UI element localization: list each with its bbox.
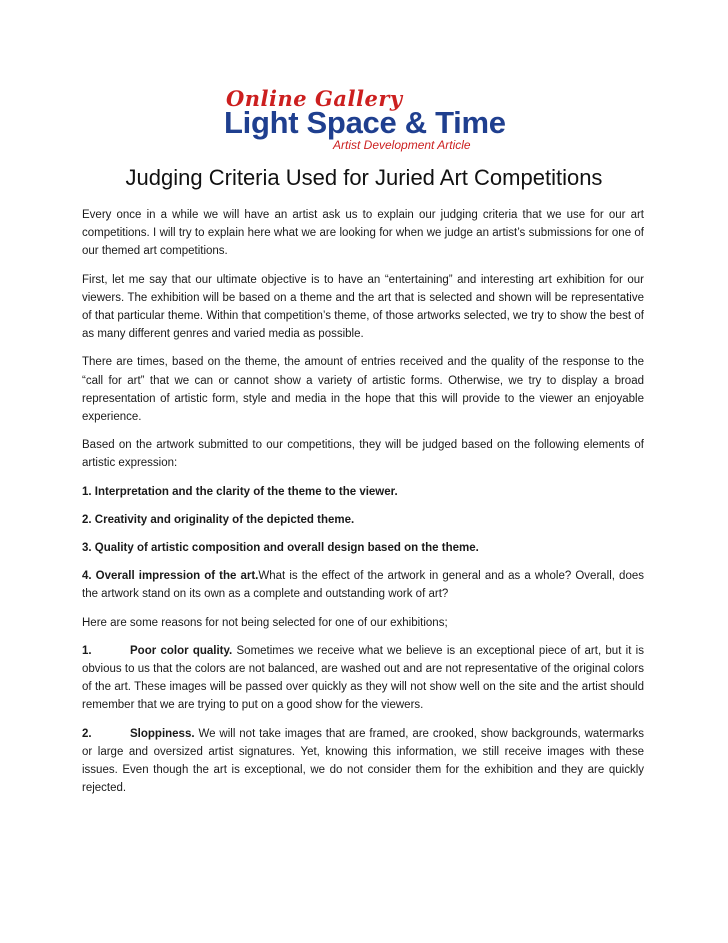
reason-2-title: Sloppiness. [130, 727, 195, 740]
reason-1-title: Poor color quality. [130, 644, 233, 657]
reason-1-text: Sometimes we receive what we believe is an exceptional piece of art, but it is obvious to us that the colors are not balanced, are washed out and are not representative of the original colors of the art. These images will be passed over quickly as they will not show well on the site and the artist should remember that we are trying to put on a good show for the viewers. [82, 644, 644, 712]
criterion-2: 2. Creativity and originality of the depicted theme. [82, 513, 355, 526]
criterion-1: 1. Interpretation and the clarity of the theme to the viewer. [82, 485, 398, 498]
reason-2-number: 2. [82, 727, 92, 740]
reason-2-text: We will not take images that are framed, are crooked, show backgrounds, watermarks or large and oversized artist signatures. Yet, knowing this information, we still receive images with these issues. Even though the art is exceptional, we do not consider them for the exhibition and they are quickly rejected. [82, 727, 644, 795]
criterion-3: 3. Quality of artistic composition and overall design based on the theme. [82, 542, 479, 555]
page-title: Judging Criteria Used for Juried Art Competitions [125, 165, 603, 190]
criterion-4-title: 4. Overall impression of the art. [82, 570, 259, 583]
paragraph-objective: First, let me say that our ultimate objective is to have an “entertaining” and interesting art exhibition for our viewers. The exhibition will be based on a theme and the art that is selected and shown will be representative of that particular theme. Within that competition’s theme, of those artworks selected, we try to show the best of as many different genres and varied media as possible. [82, 273, 644, 341]
reason-1-number: 1. [82, 644, 92, 657]
logo-subtitle: Artist Development Article [333, 138, 471, 152]
logo-light-space-time: Light Space & Time [224, 105, 506, 140]
reason-1 [82, 642, 644, 715]
paragraph-reasons-intro: Here are some reasons for not being selected for one of our exhibitions; [82, 616, 448, 629]
reason-2 [82, 725, 644, 798]
paragraph-intro: Every once in a while we will have an artist ask us to explain our judging criteria that we use for our art competitions. I will try to explain here what we are looking for when we judge an artist’s submissions for one of our themed art competitions. [82, 209, 644, 258]
logo-online-gallery: Online Gallery [226, 86, 403, 111]
paragraph-variety: There are times, based on the theme, the amount of entries received and the quality of the response to the “call for art” that we can or cannot show a variety of artistic forms. Otherwise, we try to display a broad representation of artistic form, style and media in the hope that this will provide to the viewer an enjoyable experience. [82, 356, 644, 424]
criterion-4 [82, 567, 644, 603]
paragraph-judging-basis: Based on the artwork submitted to our competitions, they will be judged based on the following elements of artistic expression: [82, 439, 644, 470]
article-body [82, 206, 644, 807]
criterion-4-text: What is the effect of the artwork in general and as a whole? Overall, does the artwork stand on its own as a complete and outstanding work of art? [82, 570, 644, 601]
gallery-logo [224, 86, 514, 156]
